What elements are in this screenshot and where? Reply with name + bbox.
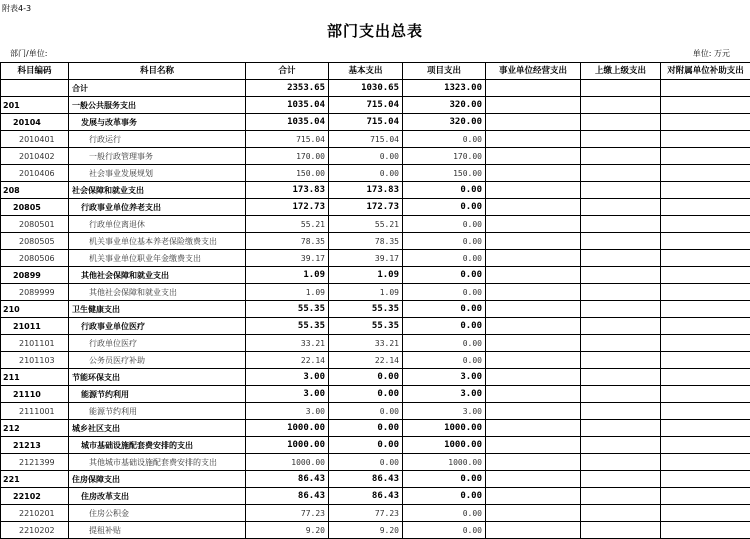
cell-upper: [581, 522, 661, 539]
cell-enterprise: [486, 114, 581, 131]
cell-basic: 1030.65: [329, 80, 403, 97]
cell-code: 20805: [1, 199, 69, 216]
cell-basic: 77.23: [329, 505, 403, 522]
column-header-name: 科目名称: [69, 63, 246, 80]
cell-project: 3.00: [403, 386, 486, 403]
cell-upper: [581, 505, 661, 522]
cell-subsidiary: [661, 488, 750, 505]
cell-upper: [581, 437, 661, 454]
cell-enterprise: [486, 80, 581, 97]
cell-project: 0.00: [403, 233, 486, 250]
cell-subsidiary: [661, 131, 750, 148]
cell-total: 55.35: [246, 318, 329, 335]
table-row: [1, 386, 750, 403]
cell-name: 行政单位医疗: [69, 335, 246, 352]
cell-subsidiary: [661, 505, 750, 522]
column-header-code: 科目编码: [1, 63, 69, 80]
cell-basic: 78.35: [329, 233, 403, 250]
cell-code: 210: [1, 301, 69, 318]
cell-upper: [581, 284, 661, 301]
cell-total: 55.35: [246, 301, 329, 318]
column-header-basic: 基本支出: [329, 63, 403, 80]
cell-total: 77.23: [246, 505, 329, 522]
cell-code: 21213: [1, 437, 69, 454]
unit-label: 单位: 万元: [692, 49, 730, 58]
cell-upper: [581, 250, 661, 267]
cell-total: 170.00: [246, 148, 329, 165]
column-header-project: 项目支出: [403, 63, 486, 80]
cell-subsidiary: [661, 182, 750, 199]
cell-enterprise: [486, 420, 581, 437]
cell-project: 0.00: [403, 284, 486, 301]
table-row: [1, 284, 750, 301]
cell-basic: 715.04: [329, 131, 403, 148]
cell-basic: 0.00: [329, 454, 403, 471]
table-row: [1, 182, 750, 199]
cell-basic: 0.00: [329, 386, 403, 403]
cell-name: 城市基础设施配套费安排的支出: [69, 437, 246, 454]
cell-name: 住房公积金: [69, 505, 246, 522]
cell-project: 0.00: [403, 318, 486, 335]
cell-enterprise: [486, 250, 581, 267]
table-row: [1, 403, 750, 420]
cell-basic: 55.35: [329, 301, 403, 318]
table-row: [1, 233, 750, 250]
cell-basic: 55.21: [329, 216, 403, 233]
cell-subsidiary: [661, 471, 750, 488]
table-row: [1, 199, 750, 216]
cell-subsidiary: [661, 301, 750, 318]
cell-upper: [581, 352, 661, 369]
cell-project: 0.00: [403, 267, 486, 284]
cell-upper: [581, 454, 661, 471]
cell-project: 1000.00: [403, 437, 486, 454]
cell-total: 39.17: [246, 250, 329, 267]
column-header-total: 合计: [246, 63, 329, 80]
cell-basic: 1.09: [329, 267, 403, 284]
cell-subsidiary: [661, 437, 750, 454]
cell-basic: 55.35: [329, 318, 403, 335]
department-label: 部门/单位:: [10, 49, 48, 58]
cell-code: [1, 80, 69, 97]
cell-enterprise: [486, 386, 581, 403]
cell-total: 3.00: [246, 386, 329, 403]
cell-basic: 0.00: [329, 403, 403, 420]
cell-name: 公务员医疗补助: [69, 352, 246, 369]
cell-basic: 715.04: [329, 114, 403, 131]
cell-total: 86.43: [246, 488, 329, 505]
cell-basic: 172.73: [329, 199, 403, 216]
cell-name: 节能环保支出: [69, 369, 246, 386]
cell-name: 能源节约利用: [69, 386, 246, 403]
cell-subsidiary: [661, 199, 750, 216]
cell-enterprise: [486, 335, 581, 352]
cell-code: 21110: [1, 386, 69, 403]
column-header-enterprise: 事业单位经营支出: [486, 63, 581, 80]
cell-name: 一般行政管理事务: [69, 148, 246, 165]
cell-enterprise: [486, 522, 581, 539]
cell-enterprise: [486, 301, 581, 318]
page-title: 部门支出总表: [326, 22, 423, 40]
cell-project: 0.00: [403, 216, 486, 233]
cell-total: 9.20: [246, 522, 329, 539]
cell-total: 86.43: [246, 471, 329, 488]
cell-enterprise: [486, 403, 581, 420]
cell-name: 卫生健康支出: [69, 301, 246, 318]
cell-name: 住房改革支出: [69, 488, 246, 505]
cell-subsidiary: [661, 233, 750, 250]
cell-name: 行政事业单位养老支出: [69, 199, 246, 216]
table-row: [1, 335, 750, 352]
table-row: [1, 267, 750, 284]
cell-enterprise: [486, 318, 581, 335]
cell-upper: [581, 182, 661, 199]
cell-name: 发展与改革事务: [69, 114, 246, 131]
cell-name: 行政单位离退休: [69, 216, 246, 233]
table-row: [1, 454, 750, 471]
cell-name: 其他社会保障和就业支出: [69, 284, 246, 301]
cell-name: 其他城市基础设施配套费安排的支出: [69, 454, 246, 471]
cell-upper: [581, 386, 661, 403]
cell-total: 2353.65: [246, 80, 329, 97]
table-row: [1, 216, 750, 233]
cell-total: 1.09: [246, 267, 329, 284]
cell-name: 合计: [69, 80, 246, 97]
cell-total: 3.00: [246, 403, 329, 420]
cell-upper: [581, 335, 661, 352]
cell-upper: [581, 403, 661, 420]
table-row: [1, 437, 750, 454]
cell-name: 住房保障支出: [69, 471, 246, 488]
cell-project: 0.00: [403, 352, 486, 369]
cell-code: 2089999: [1, 284, 69, 301]
cell-enterprise: [486, 437, 581, 454]
cell-code: 2121399: [1, 454, 69, 471]
cell-name: 城乡社区支出: [69, 420, 246, 437]
cell-upper: [581, 199, 661, 216]
cell-upper: [581, 80, 661, 97]
table-row: [1, 352, 750, 369]
cell-name: 一般公共服务支出: [69, 97, 246, 114]
cell-project: 0.00: [403, 335, 486, 352]
cell-project: 3.00: [403, 403, 486, 420]
cell-total: 55.21: [246, 216, 329, 233]
table-row: [1, 250, 750, 267]
cell-code: 2210202: [1, 522, 69, 539]
cell-enterprise: [486, 471, 581, 488]
cell-subsidiary: [661, 386, 750, 403]
cell-project: 0.00: [403, 250, 486, 267]
cell-upper: [581, 165, 661, 182]
cell-total: 173.83: [246, 182, 329, 199]
cell-name: 行政事业单位医疗: [69, 318, 246, 335]
cell-total: 172.73: [246, 199, 329, 216]
cell-total: 22.14: [246, 352, 329, 369]
cell-upper: [581, 488, 661, 505]
cell-subsidiary: [661, 420, 750, 437]
table-row: [1, 318, 750, 335]
cell-upper: [581, 114, 661, 131]
cell-project: 170.00: [403, 148, 486, 165]
cell-code: 2210201: [1, 505, 69, 522]
cell-upper: [581, 216, 661, 233]
cell-enterprise: [486, 505, 581, 522]
cell-code: 2010401: [1, 131, 69, 148]
cell-project: 0.00: [403, 131, 486, 148]
cell-project: 320.00: [403, 114, 486, 131]
column-header-upper: 上缴上级支出: [581, 63, 661, 80]
table-row: [1, 114, 750, 131]
table-body: [1, 80, 750, 539]
cell-basic: 86.43: [329, 488, 403, 505]
cell-enterprise: [486, 267, 581, 284]
cell-name: 机关事业单位职业年金缴费支出: [69, 250, 246, 267]
cell-total: 1.09: [246, 284, 329, 301]
cell-enterprise: [486, 199, 581, 216]
cell-code: 20104: [1, 114, 69, 131]
cell-code: 2010402: [1, 148, 69, 165]
cell-project: 320.00: [403, 97, 486, 114]
cell-total: 715.04: [246, 131, 329, 148]
cell-subsidiary: [661, 165, 750, 182]
cell-subsidiary: [661, 284, 750, 301]
cell-subsidiary: [661, 250, 750, 267]
cell-code: 2080501: [1, 216, 69, 233]
cell-name: 其他社会保障和就业支出: [69, 267, 246, 284]
cell-enterprise: [486, 454, 581, 471]
cell-upper: [581, 301, 661, 318]
cell-basic: 173.83: [329, 182, 403, 199]
cell-enterprise: [486, 131, 581, 148]
cell-enterprise: [486, 488, 581, 505]
cell-code: 211: [1, 369, 69, 386]
cell-project: 0.00: [403, 199, 486, 216]
cell-enterprise: [486, 182, 581, 199]
cell-name: 行政运行: [69, 131, 246, 148]
cell-code: 208: [1, 182, 69, 199]
cell-subsidiary: [661, 403, 750, 420]
cell-subsidiary: [661, 522, 750, 539]
cell-upper: [581, 97, 661, 114]
total-row: [1, 80, 750, 97]
cell-subsidiary: [661, 335, 750, 352]
cell-subsidiary: [661, 97, 750, 114]
cell-code: 212: [1, 420, 69, 437]
cell-name: 机关事业单位基本养老保险缴费支出: [69, 233, 246, 250]
cell-basic: 86.43: [329, 471, 403, 488]
cell-code: 20899: [1, 267, 69, 284]
cell-project: 0.00: [403, 471, 486, 488]
cell-upper: [581, 318, 661, 335]
cell-total: 1035.04: [246, 97, 329, 114]
cell-enterprise: [486, 352, 581, 369]
cell-code: 201: [1, 97, 69, 114]
cell-project: 1323.00: [403, 80, 486, 97]
cell-basic: 39.17: [329, 250, 403, 267]
cell-upper: [581, 148, 661, 165]
cell-project: 0.00: [403, 505, 486, 522]
table-row: [1, 420, 750, 437]
cell-code: 221: [1, 471, 69, 488]
cell-enterprise: [486, 148, 581, 165]
cell-basic: 0.00: [329, 165, 403, 182]
cell-project: 0.00: [403, 488, 486, 505]
cell-enterprise: [486, 233, 581, 250]
cell-subsidiary: [661, 216, 750, 233]
cell-project: 0.00: [403, 182, 486, 199]
cell-upper: [581, 233, 661, 250]
cell-enterprise: [486, 97, 581, 114]
cell-basic: 0.00: [329, 369, 403, 386]
cell-total: 78.35: [246, 233, 329, 250]
table-row: [1, 369, 750, 386]
cell-total: 1000.00: [246, 437, 329, 454]
expenditure-table: [0, 62, 750, 539]
cell-total: 1035.04: [246, 114, 329, 131]
cell-basic: 9.20: [329, 522, 403, 539]
cell-subsidiary: [661, 369, 750, 386]
cell-project: 3.00: [403, 369, 486, 386]
cell-subsidiary: [661, 148, 750, 165]
table-row: [1, 522, 750, 539]
cell-basic: 0.00: [329, 437, 403, 454]
cell-subsidiary: [661, 318, 750, 335]
table-row: [1, 488, 750, 505]
cell-project: 0.00: [403, 301, 486, 318]
cell-basic: 22.14: [329, 352, 403, 369]
table-row: [1, 131, 750, 148]
table-row: [1, 505, 750, 522]
cell-project: 0.00: [403, 522, 486, 539]
column-header-subsidiary: 对附属单位补助支出: [661, 63, 750, 80]
cell-enterprise: [486, 165, 581, 182]
table-row: [1, 301, 750, 318]
cell-code: 2080505: [1, 233, 69, 250]
cell-enterprise: [486, 369, 581, 386]
cell-code: 2101103: [1, 352, 69, 369]
cell-upper: [581, 131, 661, 148]
cell-total: 1000.00: [246, 454, 329, 471]
cell-code: 21011: [1, 318, 69, 335]
cell-subsidiary: [661, 352, 750, 369]
cell-project: 1000.00: [403, 454, 486, 471]
cell-basic: 1.09: [329, 284, 403, 301]
table-row: [1, 471, 750, 488]
cell-code: 2111001: [1, 403, 69, 420]
table-row: [1, 148, 750, 165]
annex-label: 附表4-3: [2, 4, 32, 13]
cell-basic: 33.21: [329, 335, 403, 352]
cell-code: 2101101: [1, 335, 69, 352]
cell-total: 3.00: [246, 369, 329, 386]
cell-total: 150.00: [246, 165, 329, 182]
cell-code: 2080506: [1, 250, 69, 267]
cell-subsidiary: [661, 454, 750, 471]
header-row: [1, 63, 750, 80]
cell-name: 社会保障和就业支出: [69, 182, 246, 199]
cell-subsidiary: [661, 267, 750, 284]
cell-upper: [581, 420, 661, 437]
cell-name: 社会事业发展规划: [69, 165, 246, 182]
cell-basic: 0.00: [329, 148, 403, 165]
table-row: [1, 165, 750, 182]
cell-name: 能源节约利用: [69, 403, 246, 420]
cell-enterprise: [486, 216, 581, 233]
cell-enterprise: [486, 284, 581, 301]
cell-code: 22102: [1, 488, 69, 505]
cell-project: 150.00: [403, 165, 486, 182]
cell-upper: [581, 471, 661, 488]
cell-project: 1000.00: [403, 420, 486, 437]
cell-upper: [581, 267, 661, 284]
table-row: [1, 97, 750, 114]
cell-code: 2010406: [1, 165, 69, 182]
cell-upper: [581, 369, 661, 386]
cell-subsidiary: [661, 114, 750, 131]
cell-total: 1000.00: [246, 420, 329, 437]
cell-total: 33.21: [246, 335, 329, 352]
cell-subsidiary: [661, 80, 750, 97]
cell-basic: 0.00: [329, 420, 403, 437]
cell-name: 提租补贴: [69, 522, 246, 539]
cell-basic: 715.04: [329, 97, 403, 114]
